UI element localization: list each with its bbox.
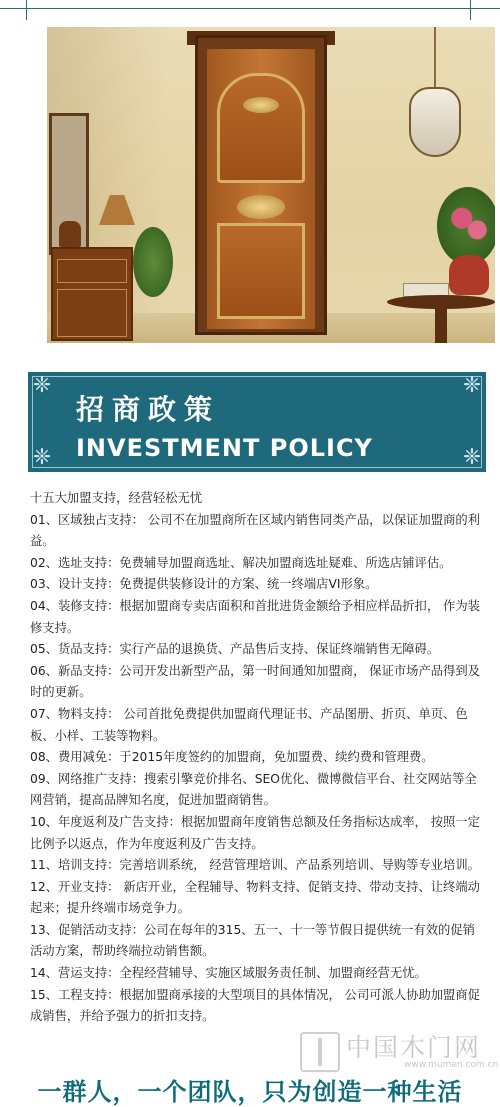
- watermark: [300, 1028, 499, 1074]
- investment-policy-banner: [28, 372, 486, 472]
- policy-item: 11、培训支持：完善培训系统， 经营管理培训、产品系列培训、导购等专业培训。: [30, 858, 480, 873]
- watermark-logo-icon: [300, 1032, 340, 1072]
- door-lower-panel: [217, 223, 305, 319]
- flower-pot: [449, 255, 489, 295]
- policy-item: 10、年度返利及广告支持：根据加盟商年度销售总额及任务指标达成率， 按照一定比例予以返点，作为年度返利及广告支持。: [30, 814, 480, 851]
- policy-item: 01、区域独占支持： 公司不在加盟商所在区域内销售同类产品，以保证加盟商的利益。: [30, 512, 480, 549]
- policy-item: 09、网络推广支持：搜索引擎竞价排名、SEO优化、微博微信平台、社交网站等全网营销，提高品牌知名度，促进加盟商销售。: [30, 771, 477, 808]
- policy-intro: 十五大加盟支持，经营轻松无忧: [30, 491, 203, 505]
- policy-item: 08、费用减免：于2015年度签约的加盟商，免加盟费、续约费和管理费。: [30, 750, 434, 765]
- slogan: 一群人，一个团队，只为创造一种生活: [37, 1078, 463, 1106]
- watermark-name: 中国木门网: [346, 1033, 482, 1062]
- chandelier-chain: [434, 27, 436, 89]
- banner-subtitle: INVESTMENT POLICY: [76, 434, 373, 462]
- clock: [59, 221, 81, 247]
- door-carving-top: [243, 97, 279, 113]
- policy-list: [30, 488, 486, 1028]
- ornament-icon: ❈: [462, 445, 482, 470]
- ornament-icon: ❈: [32, 373, 52, 398]
- side-table-leg: [435, 307, 447, 343]
- policy-item: 04、装修支持：根据加盟商专卖店面积和首批进货金额给予相应样品折扣， 作为装修支持。: [30, 598, 480, 635]
- plant: [133, 227, 173, 297]
- top-divider-line: [0, 8, 500, 9]
- door-carving-middle: [237, 195, 285, 219]
- policy-item: 07、物料支持： 公司首批免费提供加盟商代理证书、产品图册、折页、单页、色板、小样、工装等物料。: [30, 706, 468, 743]
- ornament-icon: ❈: [32, 445, 52, 470]
- top-right-tick: [470, 0, 471, 20]
- banner-title: 招商政策: [76, 393, 221, 426]
- cabinet: [51, 247, 133, 341]
- policy-item: 15、工程支持：根据加盟商承接的大型项目的具体情况， 公司可派人协助加盟商促成销售，并给予强力的折扣支持。: [30, 987, 480, 1024]
- policy-item: 06、新品支持：公司开发出新型产品，第一时间通知加盟商， 保证市场产品得到及时的更新。: [30, 663, 480, 700]
- flowers: [437, 187, 495, 265]
- ornament-icon: ❈: [462, 373, 482, 398]
- hero-room-photo: [47, 27, 495, 343]
- policy-item: 02、选址支持：免费辅导加盟商选址、解决加盟商选址疑难、所选店铺评估。: [30, 555, 452, 570]
- watermark-url: www.mumen.com.cn: [404, 1060, 499, 1070]
- policy-item: 13、促销活动支持：公司在每年的315、五一、十一等节假日提供统一有效的促销活动方案，帮助终端拉动销售额。: [30, 922, 475, 959]
- policy-item: 12、开业支持： 新店开业，全程辅导、物料支持、促销支持、带动支持、让终端动起来；提升终端市场竞争力。: [30, 879, 480, 916]
- policy-item: 05、货品支持：实行产品的退换货、产品售后支持、保证终端销售无障碍。: [30, 642, 440, 657]
- policy-item: 14、营运支持：全程经营辅导、实施区域服务责任制、加盟商经营无忧。: [30, 966, 427, 981]
- chandelier: [409, 87, 461, 157]
- top-left-tick: [26, 0, 27, 20]
- door-upper-panel: [217, 73, 305, 183]
- policy-item: 03、设计支持：免费提供装修设计的方案、统一终端店VI形象。: [30, 577, 378, 592]
